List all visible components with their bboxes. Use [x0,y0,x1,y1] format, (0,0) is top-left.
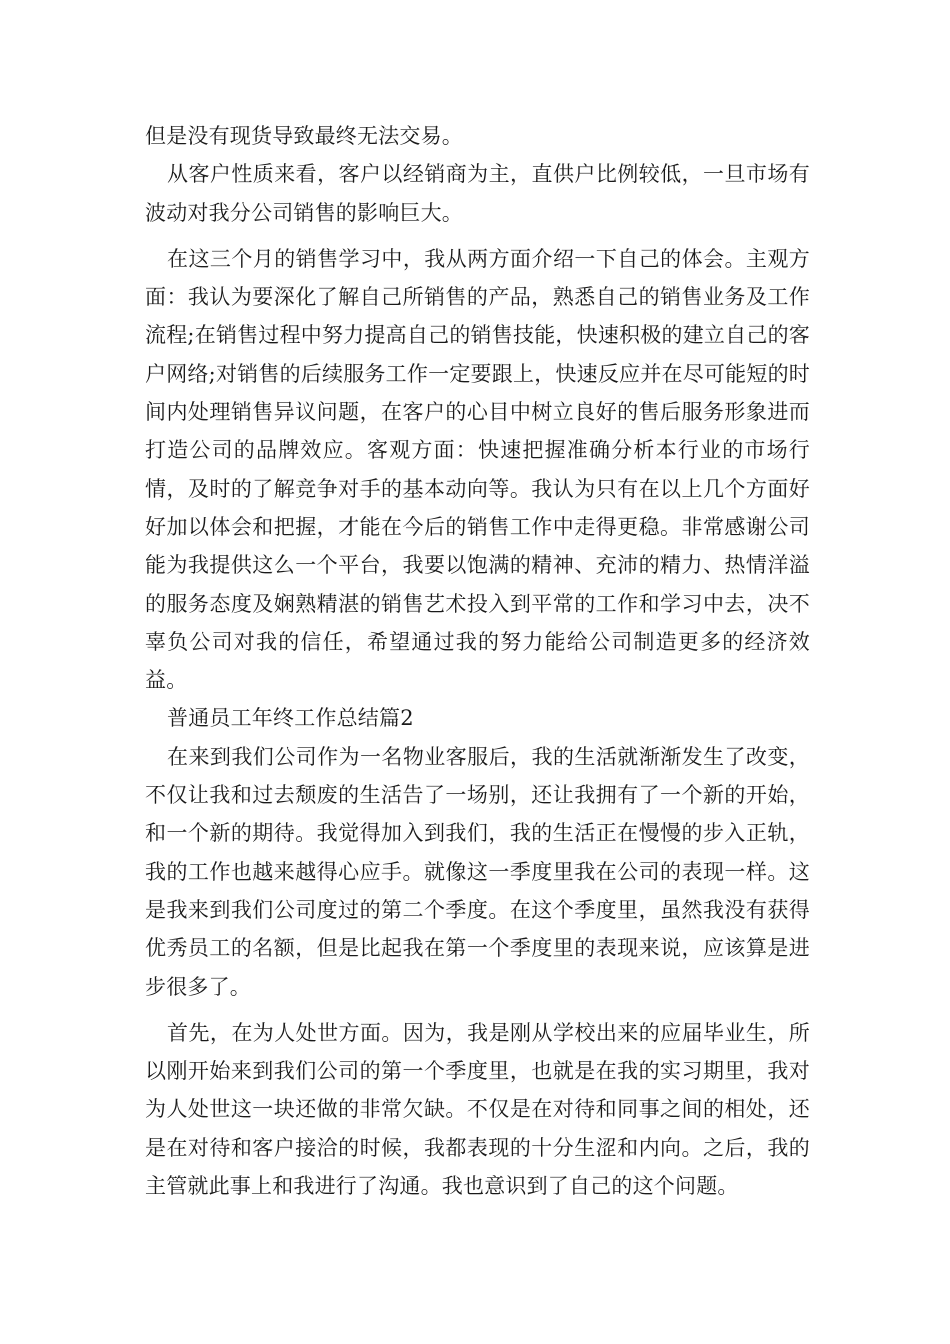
paragraph-introduction: 在来到我们公司作为一名物业客服后，我的生活就渐渐发生了改变，不仅让我和过去颓废的生活告了一场别，还让我拥有了一个新的开始，和一个新的期待。我觉得加入到我们，我的生活正在慢慢的步入正轨，我的工作也越来越得心应手。就像这一季度里我在公司的表现一样。这是我来到我们公司度过的第二个季度。在这个季度里，虽然我没有获得优秀员工的名额，但是比起我在第一个季度里的表现来说，应该算是进步很多了。 [145,744,810,999]
paragraph-interpersonal: 首先，在为人处世方面。因为，我是刚从学校出来的应届毕业生，所以刚开始来到我们公司的第一个季度里，也就是在我的实习期里，我对为人处世这一块还做的非常欠缺。不仅是在对待和同事之间的相处，还是在对待和客户接洽的时候，我都表现的十分生涩和内向。之后，我的主管就此事上和我进行了沟通。我也意识到了自己的这个问题。 [145,1020,810,1199]
paragraph-continuation: 但是没有现货导致最终无法交易。 [145,124,463,148]
document-body [145,117,810,1205]
paragraph-customer-nature: 从客户性质来看，客户以经销商为主，直供户比例较低，一旦市场有波动对我分公司销售的影响巨大。 [145,162,810,225]
paragraph-sales-experience: 在这三个月的销售学习中，我从两方面介绍一下自己的体会。主观方面：我认为要深化了解自己所销售的产品，熟悉自己的销售业务及工作流程;在销售过程中努力提高自己的销售技能，快速积极的建立自己的客户网络;对销售的后续服务工作一定要跟上，快速反应并在尽可能短的时间内处理销售异议问题，在客户的心目中树立良好的售后服务形象进而打造公司的品牌效应。客观方面：快速把握准确分析本行业的市场行情，及时的了解竞争对手的基本动向等。我认为只有在以上几个方面好好加以体会和把握，才能在今后的销售工作中走得更稳。非常感谢公司能为我提供这么一个平台，我要以饱满的精神、充沛的精力、热情洋溢的服务态度及娴熟精湛的销售艺术投入到平常的工作和学习中去，决不辜负公司对我的信任，希望通过我的努力能给公司制造更多的经济效益。 [145,246,810,693]
section-heading: 普通员工年终工作总结篇2 [167,706,414,731]
